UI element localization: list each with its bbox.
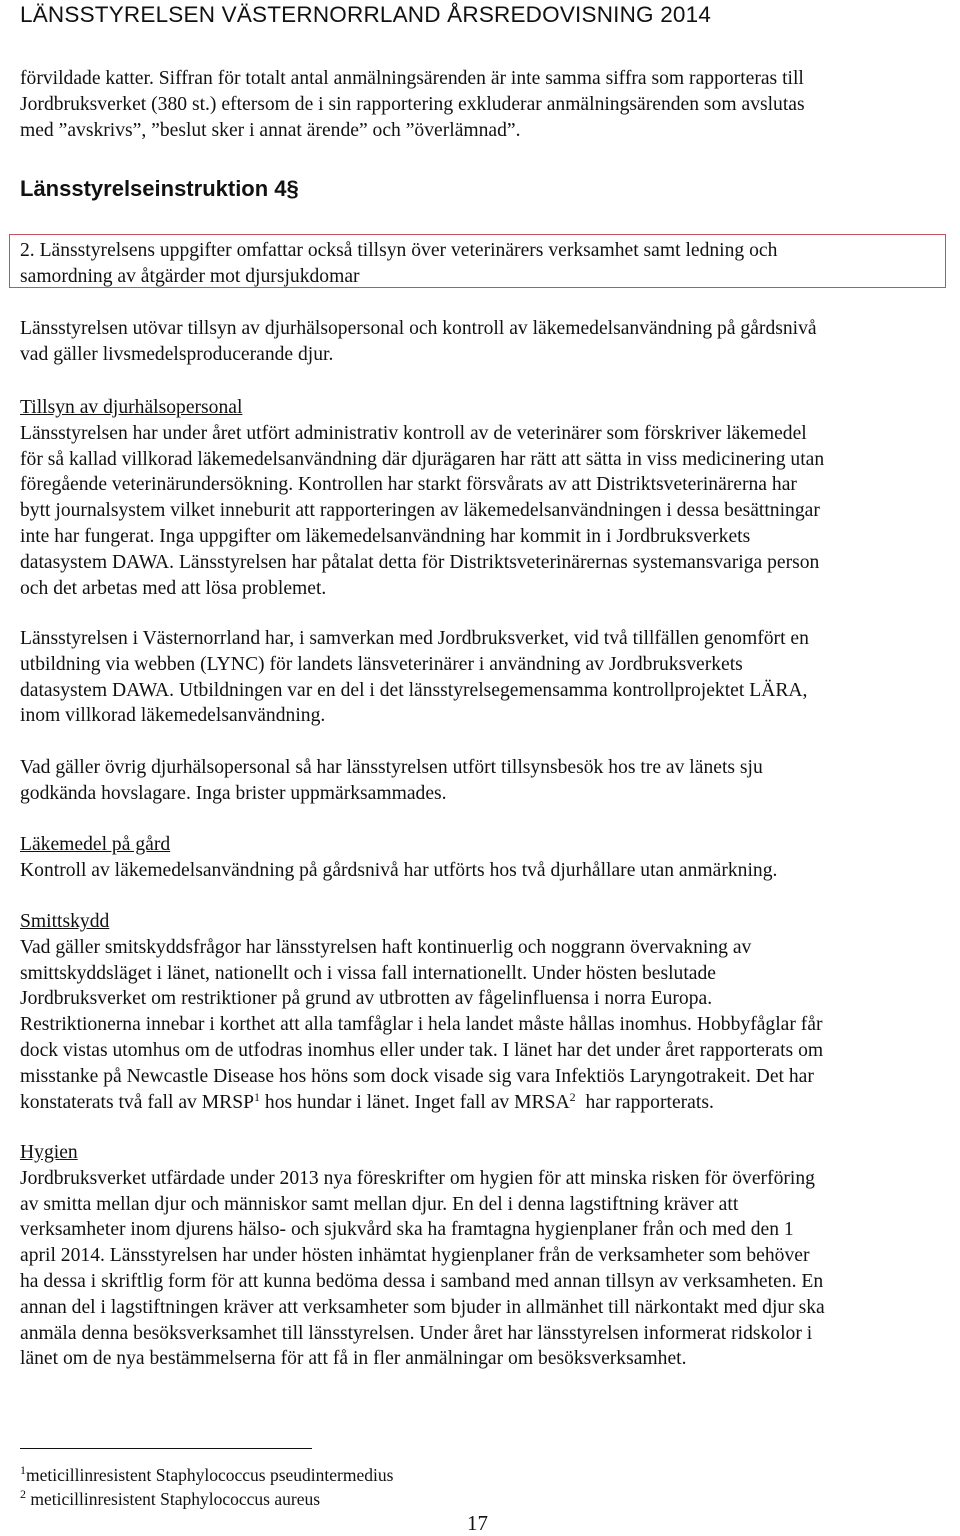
footnote-ref-2: 2 (569, 1089, 576, 1104)
text-fragment: konstaterats två fall av MRSP (20, 1091, 255, 1113)
text-line: anmäla denna besöksverksamhet till länsstyrelsen. Under året har länsstyrelsen informerat ridskolor i (20, 1322, 813, 1344)
lakemedel-section (20, 832, 945, 884)
text-line: datasystem DAWA. Utbildningen var en del i det länsstyrelsegemensamma kontrollprojektet LÄRA, (20, 679, 808, 701)
hygien-section (20, 1140, 945, 1372)
text-line: för så kallad villkorad läkemedelsanvändning där djurägaren har rätt att sätta in viss medicinering utan (20, 448, 825, 470)
text-line: utbildning via webben (LYNC) för landets länsveterinärer i användning av Jordbruksverkets (20, 653, 743, 675)
text-fragment: hos hundar i länet. Inget fall av MRSA (260, 1091, 570, 1113)
text-line: misstanke på Newcastle Disease hos höns som dock visade sig vara Infektiös Laryngotrakeit. Det har (20, 1065, 814, 1087)
subheading-tillsyn: Tillsyn av djurhälsopersonal (20, 397, 243, 418)
text-line: 2. Länsstyrelsens uppgifter omfattar också tillsyn över veterinärers verksamhet samt ledning och (20, 240, 778, 261)
footnote-text: meticillinresistent Staphylococcus pseudintermedius (26, 1465, 394, 1485)
text-line: Restriktionerna innebar i korthet att alla tamfåglar i hela landet måste hållas inomhus. Hobbyfåglar får (20, 1014, 823, 1036)
text-line: ha dessa i skriftlig form för att kunna bedöma dessa i samband med annan tillsyn av verksamheten. En (20, 1270, 824, 1292)
text-line: smittskyddsläget i länet, nationellt och i vissa fall internationellt. Under hösten beslutade (20, 962, 716, 984)
text-line: länet om de nya bestämmelserna för att få in fler anmälningar om besöksverksamhet. (20, 1348, 687, 1370)
text-line: annan del i lagstiftningen kräver att verksamheter som bjuder in allmänhet till närkontakt med djur ska (20, 1296, 825, 1318)
subheading-lakemedel: Läkemedel på gård (20, 834, 171, 855)
text-fragment: har rapporterats. (575, 1091, 714, 1113)
text-line: bytt journalsystem vilket inneburit att rapporteringen av läkemedelsanvändningen i dessa besättningar (20, 500, 820, 522)
footnote-number: 2 (20, 1487, 26, 1501)
text-line: Vad gäller smitskyddsfrågor har länsstyrelsen haft kontinuerlig och noggrann övervakning av (20, 936, 752, 958)
footnote-ref-1: 1 (254, 1089, 261, 1104)
text-line: samordning av åtgärder mot djursjukdomar (20, 265, 360, 287)
text-line: och det arbetas med att lösa problemet. (20, 577, 327, 599)
text-line: datasystem DAWA. Länsstyrelsen har påtalat detta för Distriktsveterinärernas systemansvariga person (20, 551, 820, 573)
running-header: LÄNSSTYRELSEN VÄSTERNORRLAND ÅRSREDOVISNING 2014 (20, 2, 712, 27)
text-line: föregående veterinärundersökning. Kontrollen har starkt försvårats av att Distriktsveterinärerna har (20, 474, 797, 496)
text-line: Jordbruksverket utfärdade under 2013 nya föreskrifter om hygien för att minska risken för överföring (20, 1167, 815, 1189)
text-line: Kontroll av läkemedelsanvändning på gårdsnivå har utförts hos två djurhållare utan anmärkning. (20, 859, 778, 881)
text-line: Vad gäller övrig djurhälsopersonal så har länsstyrelsen utfört tillsynsbesök hos tre av länets sju (20, 757, 763, 778)
text-line (20, 1090, 945, 1116)
footnote-2 (20, 1488, 320, 1510)
boxed-paragraph (20, 238, 940, 290)
text-line: Jordbruksverket (380 st.) eftersom de i sin rapportering exkluderar anmälningsärenden som avslutas (20, 93, 805, 115)
tillsyn-intro-paragraph (20, 316, 945, 368)
section-heading-text: Länsstyrelseinstruktion 4 (20, 176, 287, 201)
footnote-text: meticillinresistent Staphylococcus aureus (26, 1489, 321, 1509)
text-line: april 2014. Länsstyrelsen har under hösten inhämtat hygienplaner från de verksamheter som behöver (20, 1245, 810, 1267)
text-line: verksamheter inom djurens hälso- och sjukvård ska ha framtagna hygienplaner från och med den 1 (20, 1219, 794, 1241)
text-line: Jordbruksverket om restriktioner på grund av utbrotten av fågelinfluensa i norra Europa. (20, 988, 713, 1010)
page-number: 17 (467, 1511, 488, 1535)
text-line: Länsstyrelsen har under året utfört administrativ kontroll av de veterinärer som förskriver läkemedel (20, 422, 807, 444)
subheading-hygien: Hygien (20, 1142, 78, 1163)
text-line: med ”avskrivs”, ”beslut sker i annat ärende” och ”överlämnad”. (20, 119, 521, 141)
footnote-separator (20, 1448, 312, 1449)
text-line: förvildade katter. Siffran för totalt antal anmälningsärenden är inte samma siffra som rapporteras till (20, 68, 804, 89)
text-line: dock vistas utomhus om de utfodras inomhus eller under tak. I länet har det under året rapporterats om (20, 1039, 824, 1061)
text-line: av smitta mellan djur och människor samt mellan djur. En del i denna lagstiftning kräver att (20, 1193, 739, 1215)
text-line: inom villkorad läkemedelsanvändning. (20, 705, 326, 727)
smittskydd-section (20, 909, 945, 1115)
text-line: godkända hovslagare. Inga brister uppmärksammades. (20, 782, 447, 804)
hovslagare-paragraph (20, 755, 945, 807)
tillsyn-section (20, 395, 945, 601)
footnote-number: 1 (20, 1463, 26, 1477)
footnote-1 (20, 1464, 393, 1486)
utbildning-paragraph (20, 626, 945, 729)
intro-paragraph (20, 66, 945, 143)
section-symbol: § (286, 176, 299, 201)
subheading-smittskydd: Smittskydd (20, 911, 110, 932)
text-line: inte har fungerat. Inga uppgifter om läkemedelsanvändning har kommit in i Jordbruksverkets (20, 525, 751, 547)
text-line: Länsstyrelsen i Västernorrland har, i samverkan med Jordbruksverket, vid två tillfällen genomfört en (20, 628, 809, 649)
text-line: vad gäller livsmedelsproducerande djur. (20, 343, 334, 365)
text-line: Länsstyrelsen utövar tillsyn av djurhälsopersonal och kontroll av läkemedelsanvändning på gårdsnivå (20, 318, 817, 339)
section-heading (20, 176, 299, 202)
